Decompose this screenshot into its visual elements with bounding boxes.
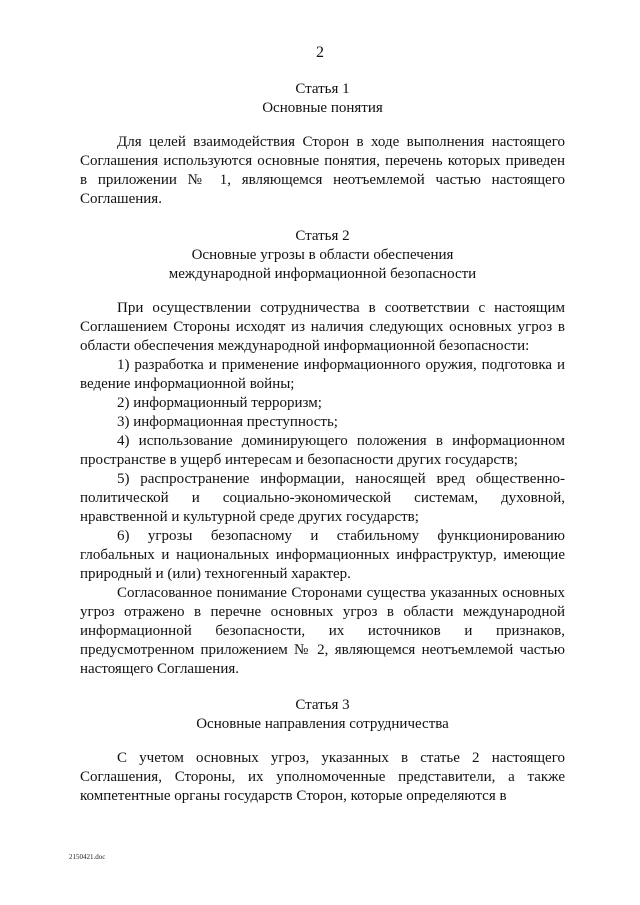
article-2-title-line-2: международной информационной безопасности bbox=[168, 266, 477, 282]
article-3-paragraph-1: С учетом основных угроз, указанных в статье 2 настоящего Соглашения, Стороны, их уполномоченные представители, а также компетентные органы государств Сторон, которые определяются в bbox=[80, 750, 565, 804]
article-2-item-1: 1) разработка и применение информационного оружия, подготовка и ведение информационной войны; bbox=[80, 357, 565, 392]
article-2-title-line-1: Основные угрозы в области обеспечения bbox=[191, 247, 454, 263]
article-1-number: Статья 1 bbox=[295, 81, 350, 97]
article-2-body bbox=[80, 299, 565, 679]
page-number: 2 bbox=[316, 44, 324, 61]
article-3-body bbox=[80, 749, 565, 806]
article-2-item-4: 4) использование доминирующего положения в информационном пространстве в ущерб интересам и безопасности других государств; bbox=[80, 433, 565, 468]
document-footer-code: 2150421.doc bbox=[69, 853, 106, 861]
article-3-heading bbox=[80, 696, 565, 734]
article-2-paragraph-conclusion: Согласованное понимание Сторонами существа указанных основных угроз отражено в перечне основных угроз в области международной информационной безопасности, их источников и признаков, предусмотренном приложением № 2, являющемся неотъемлемой частью настоящего Соглашения. bbox=[80, 585, 565, 677]
article-1-heading bbox=[80, 80, 565, 118]
article-1-paragraph-1: Для целей взаимодействия Сторон в ходе выполнения настоящего Соглашения используются основные понятия, перечень которых приведен в приложении № 1, являющемся неотъемлемой частью настоящего Соглашения. bbox=[80, 134, 565, 207]
article-2-item-3: 3) информационная преступность; bbox=[117, 414, 338, 430]
article-1-body bbox=[80, 133, 565, 209]
article-2-item-6: 6) угрозы безопасному и стабильному функционированию глобальных и национальных информационных инфраструктур, имеющие природный и (или) техногенный характер. bbox=[80, 528, 565, 582]
article-2-paragraph-intro: При осуществлении сотрудничества в соответствии с настоящим Соглашением Стороны исходят из наличия следующих основных угроз в области обеспечения международной информационной безопасности: bbox=[80, 300, 565, 354]
article-2-number: Статья 2 bbox=[295, 228, 350, 244]
article-1-title: Основные понятия bbox=[262, 100, 383, 116]
article-2-item-5: 5) распространение информации, наносящей вред общественно-политической и социально-экономической системам, духовной, нравственной и культурной среде других государств; bbox=[80, 471, 565, 525]
article-3-title: Основные направления сотрудничества bbox=[196, 716, 449, 732]
article-3-number: Статья 3 bbox=[295, 697, 350, 713]
article-2-heading bbox=[80, 227, 565, 284]
article-2-item-2: 2) информационный терроризм; bbox=[117, 395, 322, 411]
